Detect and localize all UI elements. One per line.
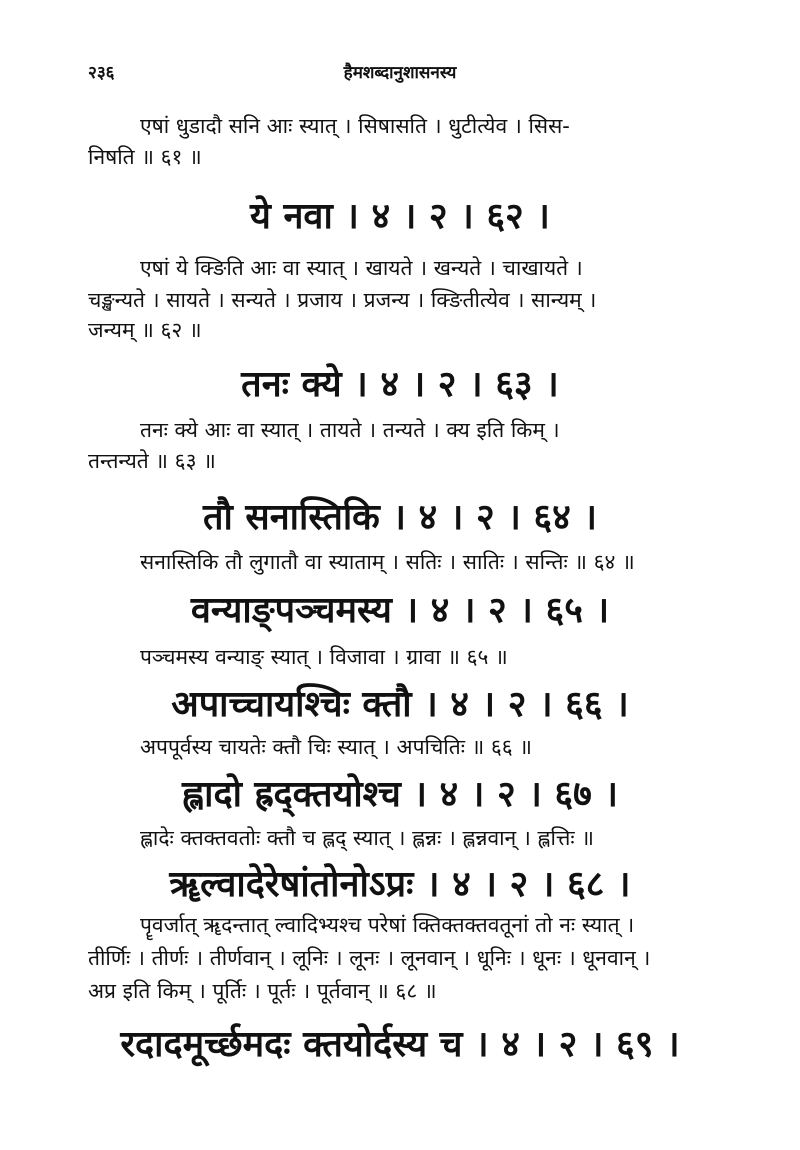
commentary-line: तन्तन्यते ॥ ६३ ॥	[88, 449, 216, 473]
commentary-line: अप्र इति किम् । पूर्तिः । पूर्तः । पूर्तवान् ॥ ६८ ॥	[88, 979, 437, 1003]
commentary-line: जन्यम् ॥ ६२ ॥	[88, 318, 202, 342]
commentary-line: निषति ॥ ६१ ॥	[88, 145, 202, 169]
sutra-heading: अपाच्चायश्चिः क्तौ । ४ । २ । ६६ ।	[171, 684, 629, 725]
commentary-line: पॄवर्जात् ॠदन्तात् ल्वादिभ्यश्च परेषां क्तिक्तक्तवतूनां तो नः स्यात् ।	[140, 913, 635, 937]
sutra-heading: तौ सनास्तिकि । ४ । २ । ६४ ।	[202, 497, 598, 538]
commentary-line: एषां धुडादौ सनि आः स्यात् । सिषासति । धुटीत्येव । सिस-	[140, 114, 570, 138]
commentary-line: ह्लादेः क्तक्तवतोः क्तौ च ह्लद् स्यात् । ह्लन्नः । ह्लन्नवान् । ह्लत्तिः ॥	[140, 826, 594, 850]
sutra-heading: ह्लादो ह्रद्क्तयोश्च । ४ । २ । ६७ ।	[181, 774, 619, 815]
commentary-line: तीर्णिः । तीर्णः । तीर्णवान् । लूनिः । लूनः । लूनवान् । धूनिः । धूनः । धूनवान् ।	[88, 946, 651, 970]
commentary-line: अपपूर्वस्य चायतेः क्तौ चिः स्यात् । अपचितिः ॥ ६६ ॥	[140, 735, 532, 759]
sutra-heading: ॠल्वादेरेषांतोनोऽप्रः । ४ । २ । ६८ ।	[169, 864, 631, 905]
commentary-line: एषां ये क्ङिति आः वा स्यात् । खायते । खन्यते । चाखायते ।	[140, 256, 583, 280]
sutra-heading: वन्याङ्पञ्चमस्य । ४ । २ । ६५ ।	[190, 590, 610, 631]
commentary-line: तनः क्ये आः वा स्यात् । तायते । तन्यते । क्य इति किम् ।	[140, 418, 560, 442]
sutra-heading: ये नवा । ४ । २ । ६२ ।	[250, 196, 550, 237]
commentary-line: पञ्चमस्य वन्याङ् स्यात् । विजावा । ग्रावा ॥ ६५ ॥	[140, 645, 508, 669]
running-title: हैमशब्दानुशासनस्य	[343, 63, 457, 83]
sutra-heading: रदादमूर्च्छमदः क्तयोर्दस्य च । ४ । २ । ६९ ।	[120, 1024, 680, 1065]
sutra-heading: तनः क्ये । ४ । २ । ६३ ।	[241, 364, 559, 405]
commentary-line: चङ्खन्यते । सायते । सन्यते । प्रजाय । प्रजन्य । क्ङितीत्येव । सान्यम् ।	[88, 288, 597, 312]
commentary-line: सनास्तिकि तौ लुगातौ वा स्याताम् । सतिः । सातिः । सन्तिः ॥ ६४ ॥	[140, 550, 635, 574]
page-number: २३६	[88, 63, 115, 83]
